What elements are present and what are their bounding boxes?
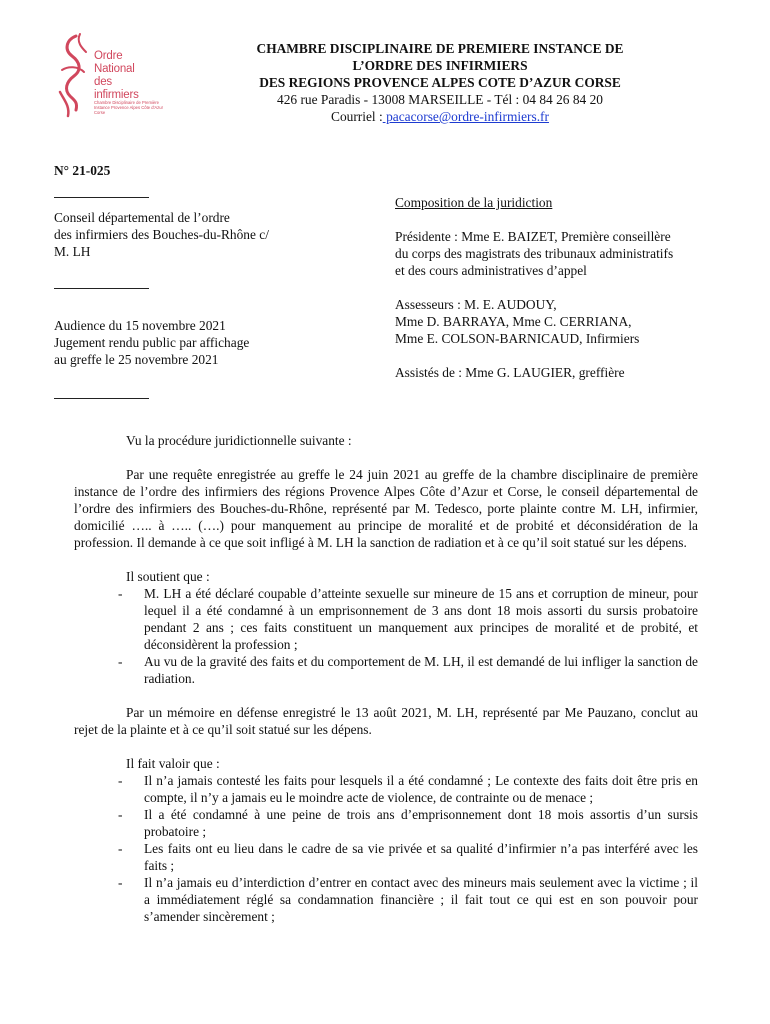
president-line: du corps des magistrats des tribunaux administratifs xyxy=(395,246,674,261)
composition-block xyxy=(395,194,735,381)
ordre-infirmiers-logo xyxy=(52,30,172,125)
assisted-line: Assistés de : Mme G. LAUGIER, greffière xyxy=(395,365,625,380)
fait-valoir-heading: Il fait valoir que : xyxy=(126,756,220,771)
list-item: - Il n’a jamais eu d’interdiction d’entrer en contact avec des mineurs mais seulement avec la victime ; il a immédiatement réglé sa condamnation financière ; il fait tout ce qui est en son pouvoir pour s’amender sincèrement ; xyxy=(118,875,698,924)
fait-valoir-list xyxy=(74,772,698,925)
hearing-block xyxy=(54,317,334,368)
logo-name: Ordre National des infirmiers xyxy=(94,50,139,101)
soutient-heading: Il soutient que : xyxy=(126,569,210,584)
header-line-3: DES REGIONS PROVENCE ALPES COTE D’AZUR CORSE xyxy=(259,75,621,90)
header-email-line xyxy=(200,108,680,125)
hearing-line: Audience du 15 novembre 2021 xyxy=(54,318,226,333)
assessors-line: Mme D. BARRAYA, Mme C. CERRIANA, xyxy=(395,314,632,329)
divider xyxy=(54,398,149,399)
parties-line: Conseil départemental de l’ordre xyxy=(54,210,230,225)
soutient-list xyxy=(74,585,698,687)
requete-paragraph: Par une requête enregistrée au greffe le 24 juin 2021 au greffe de la chambre disciplinaire de première instance de l’ordre des infirmiers des régions Provence Alpes Côte d’Azur et Corse, le conseil départemental de l’ordre des infirmiers des Bouches-du-Rhône, représenté par M. Tedesco, porte plainte contre M. LH, infirmier, domicilié ….. à ….. (….) pour manquement au principe de moralité et de probité et déconsidération de la profession. Il demande à ce que soit infligé à M. LH la sanction de radiation et à ce qu’il soit statué sur les dépens. xyxy=(74,467,698,550)
list-item: - Les faits ont eu lieu dans le cadre de sa vie privée et sa qualité d’infirmier n’a pas interféré avec les faits ; xyxy=(118,841,698,873)
procedure-body xyxy=(74,432,698,925)
logo-subtitle: Chambre Disciplinaire de Première Instance Provence Alpes Côte d'Azur Corse xyxy=(94,100,164,115)
assessors-line: Mme E. COLSON-BARNICAUD, Infirmiers xyxy=(395,331,640,346)
list-item: - Il a été condamné à une peine de trois ans d’emprisonnement dont 18 mois assortis d’un sursis probatoire ; xyxy=(118,807,698,839)
president-line: et des cours administratives d’appel xyxy=(395,263,587,278)
ribbon-logo-icon xyxy=(52,30,96,120)
assessors-line: Assesseurs : M. E. AUDOUY, xyxy=(395,297,557,312)
president-line: Présidente : Mme E. BAIZET, Première conseillère xyxy=(395,229,671,244)
hearing-line: Jugement rendu public par affichage xyxy=(54,335,250,350)
email-label: Courriel : xyxy=(331,109,383,124)
header-address: 426 rue Paradis - 13008 MARSEILLE - Tél : 04 84 26 84 20 xyxy=(277,92,603,107)
header-line-1: CHAMBRE DISCIPLINAIRE DE PREMIERE INSTANCE DE xyxy=(256,41,624,56)
header-line-2: L’ORDRE DES INFIRMIERS xyxy=(352,58,528,73)
parties-line: M. LH xyxy=(54,244,91,259)
list-item: - Il n’a jamais contesté les faits pour lesquels il a été condamné ; Le contexte des faits doit être pris en compte, il n’y a jamais eu le moindre acte de violence, de contrainte ou de menace ; xyxy=(118,773,698,805)
divider xyxy=(54,197,149,198)
list-item: - M. LH a été déclaré coupable d’atteinte sexuelle sur mineure de 15 ans et corruption de mineur, pour lequel il a été condamné à un emprisonnement de 3 ans dont 18 mois assorti du sursis probatoire pendant 2 ans ; ces faits constituent un manquement aux principes de moralité et de probité, et déconsidèrent la profession ; xyxy=(118,586,698,652)
parties-block xyxy=(54,209,334,260)
divider xyxy=(54,288,149,289)
parties-line: des infirmiers des Bouches-du-Rhône c/ xyxy=(54,227,269,242)
email-link[interactable]: pacacorse@ordre-infirmiers.fr xyxy=(382,109,549,124)
composition-title: Composition de la juridiction xyxy=(395,195,553,210)
procedure-intro: Vu la procédure juridictionnelle suivante : xyxy=(126,433,352,448)
case-number: N° 21-025 xyxy=(54,163,111,178)
hearing-line: au greffe le 25 novembre 2021 xyxy=(54,352,219,367)
defense-paragraph: Par un mémoire en défense enregistré le 13 août 2021, M. LH, représenté par Me Pauzano, conclut au rejet de la plainte et à ce qu’il soit statué sur les dépens. xyxy=(74,705,698,737)
list-item: - Au vu de la gravité des faits et du comportement de M. LH, il est demandé de lui infliger la sanction de radiation. xyxy=(118,654,698,686)
document-header xyxy=(200,40,680,125)
